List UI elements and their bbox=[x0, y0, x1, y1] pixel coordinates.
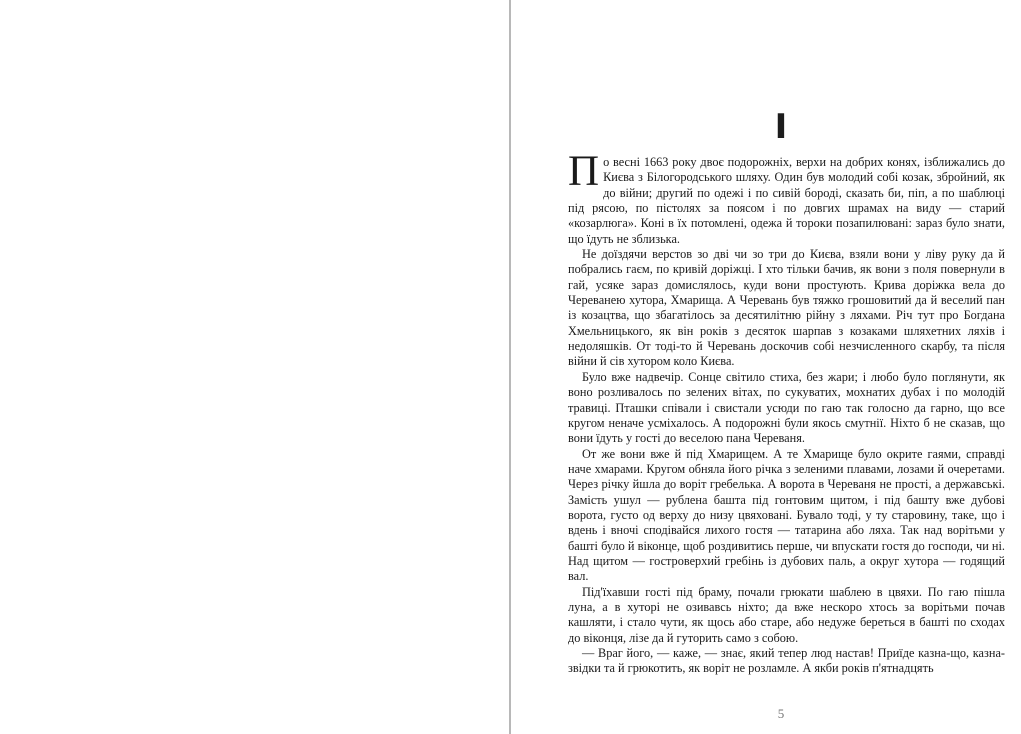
right-page bbox=[511, 0, 1021, 734]
paragraph-6: — Враг його, — каже, — знає, який тепер люд настав! Приїде казна-що, казна-звідки та й грюкотить, як ворiт не розламле. А якби років п'ятнадцять bbox=[568, 646, 1005, 676]
page-number: 5 bbox=[777, 706, 785, 721]
paragraph-1 bbox=[568, 148, 1005, 247]
left-page-blank bbox=[0, 0, 509, 734]
paragraph-3: Було вже надвечір. Сонце світило стиха, без жари; і любо було поглянути, як воно розливалось по зелених вітах, по сукуватих, мохнатих дубах і по молодій травиці. Пташки співали і свистали усюди по гаю так голосно да гарно, що все кругом неначе усміхалось. А подорожні були якось смутнії. Ніхто б не сказав, що вони їдуть у гості до веселою пана Череваня. bbox=[568, 369, 1005, 446]
chapter-number: I bbox=[774, 107, 788, 147]
paragraph-1-text: о весні 1663 року двоє подорожніх, верхи на добрих конях, ізближались до Києва з Білогородського шляху. Один був молодий собі козак, збройний, як до війни; другий по одежі і по сивій бороді, сказать би, піп, а по шаблюці під рясою, по пістолях за поясом і по довгих шрамах на виду — старий «козарлюга». Коні в їх потомлені, одежа й тороки позапилювані: зараз було знати, що їдуть не зблизька. bbox=[568, 155, 1005, 246]
body-text bbox=[568, 148, 1005, 677]
paragraph-2: Не доїздячи верстов зо дві чи зо три до Києва, взяли вони у ліву руку да й побрались гаєм, по кривій доріжці. І хто тільки бачив, як вони з поля повернули в гай, усяке зараз домислялось, куди вони простують. Крива доріжка вела до Череванею хутора, Хмарища. А Черевань був тяжко грошовитий да й веселий пан із козацтва, що збагатілось за десятилітню рійну з ляхами. Річ тут про Богдана Хмельницького, як він років з десяток шарпав з козаками шляхетних ляхів і недоляшків. От тоді-то й Черевань доскочив собі незчисленного скарбу, та після війни й сів хутором коло Києва. bbox=[568, 247, 1005, 369]
paragraph-5: Під'їхавши гості під браму, почали грюкати шаблею в цвяхи. По гаю пішла луна, а в хуторі не озивавсь ніхто; да вже нескоро хтось за ворітьми почав кашляти, і стало чути, як щось або старе, або недуже береться в башті по сходах до віконця, лізе да й гуторить само з собою. bbox=[568, 584, 1005, 645]
drop-cap-letter: П bbox=[568, 148, 600, 195]
paragraph-4: От же вони вже й під Хмарищем. А те Хмарище було окрите гаями, справді наче хмарами. Кругом обняла його річка з зеленими плавами, лозами й очеретами. Через річку йшла до воріт гребелька. А ворота в Череваня не прості, а державські. Замість ушул — рублена башта під гонтовим щитом, і під башту вже дубові ворота, густо од верху до низу цвяховані. Бувало тоді, у ту старовину, таке, що і вдень і вночі сподівайся лихого гостя — татарина або ляха. Так над ворітьми у баштi було й віконце, щоб роздивитись перше, чи впускати гостя до господи, чи ні. Над щитом — гостроверхий гребінь із дубових паль, а округ хутора — годящий вал. bbox=[568, 446, 1005, 584]
